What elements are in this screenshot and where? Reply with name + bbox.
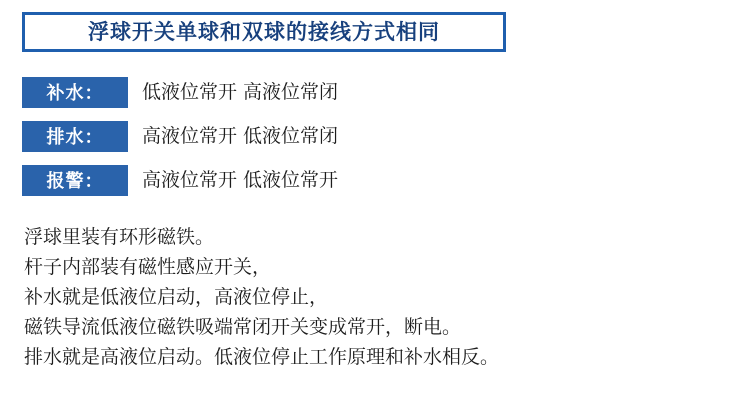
notes-block	[24, 222, 730, 372]
title-banner	[22, 12, 506, 52]
mode-tag-supply: 补水：	[22, 77, 128, 108]
mode-tag-drain: 排水：	[22, 121, 128, 152]
note-line: 浮球里装有环形磁铁。	[24, 226, 215, 248]
mode-desc-drain: 高液位常开 低液位常闭	[142, 124, 339, 147]
mode-row-supply	[22, 76, 722, 108]
mode-row-drain	[22, 120, 722, 152]
mode-row-alarm	[22, 164, 722, 196]
mode-desc-supply: 低液位常开 高液位常闭	[142, 80, 339, 103]
page-title: 浮球开关单球和双球的接线方式相同	[88, 19, 440, 44]
note-line: 磁铁导流低液位磁铁吸端常闭开关变成常开，断电。	[24, 316, 462, 338]
mode-list	[22, 76, 722, 208]
mode-tag-alarm: 报警：	[22, 165, 128, 196]
note-line: 排水就是高液位启动。低液位停止工作原理和补水相反。	[24, 346, 500, 368]
mode-desc-alarm: 高液位常开 低液位常开	[142, 168, 339, 191]
note-line: 杆子内部装有磁性感应开关，	[24, 256, 272, 278]
note-line: 补水就是低液位启动，高液位停止，	[24, 286, 329, 308]
